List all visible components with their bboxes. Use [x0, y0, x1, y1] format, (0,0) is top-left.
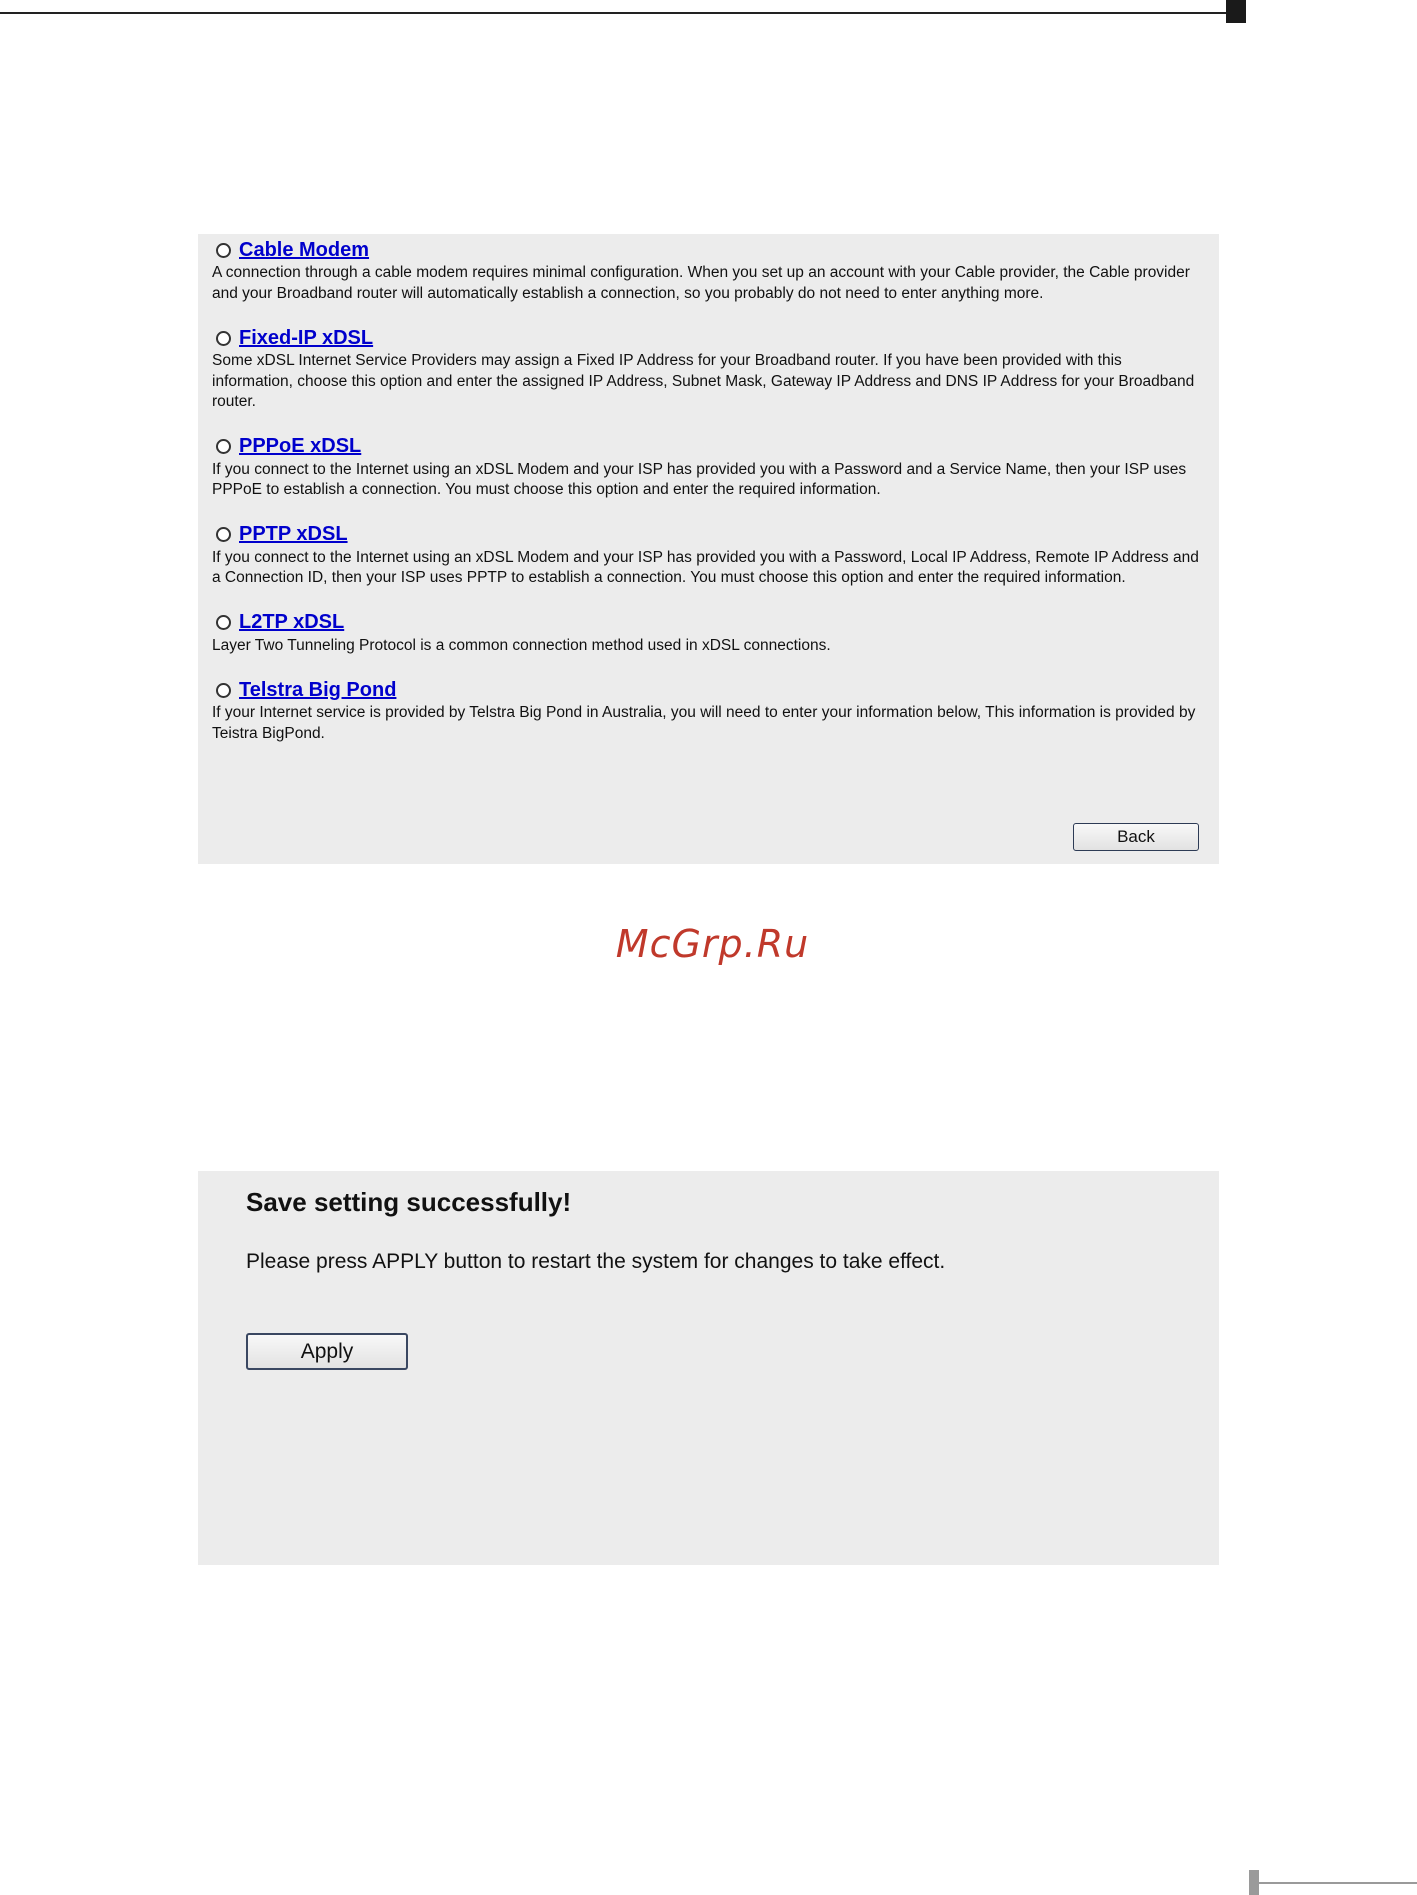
watermark	[0, 922, 1417, 966]
option-pppoe-xdsl	[212, 435, 1205, 501]
link-fixed-ip-xdsl[interactable]: Fixed-IP xDSL	[239, 326, 374, 349]
desc-telstra-big-pond: If your Internet service is provided by Telstra Big Pond in Australia, you will need to enter your information below, This information is provided by Teistra BigPond.	[212, 704, 1196, 742]
back-button-row	[1073, 823, 1199, 851]
back-button[interactable]: Back	[1073, 823, 1199, 851]
page-corner-block	[1226, 0, 1246, 23]
desc-pptp-xdsl: If you connect to the Internet using an xDSL Modem and your ISP has provided you with a Password, Local IP Address, Remote IP Address and a Connection ID, then your ISP uses PPTP to establish a connection. You must choose this option and enter the required information.	[212, 548, 1199, 586]
link-telstra-big-pond[interactable]: Telstra Big Pond	[239, 678, 397, 701]
save-title: Save setting successfully!	[246, 1187, 572, 1217]
option-cable-modem	[212, 238, 1205, 304]
option-pptp-xdsl	[212, 523, 1205, 589]
radio-cable-modem[interactable]	[216, 243, 231, 258]
page-footer-block	[1249, 1870, 1259, 1895]
radio-pppoe-xdsl[interactable]	[216, 439, 231, 454]
link-pppoe-xdsl[interactable]: PPPoE xDSL	[239, 435, 362, 457]
save-success-panel	[198, 1171, 1219, 1565]
save-message: Please press APPLY button to restart the system for changes to take effect.	[246, 1250, 946, 1273]
radio-telstra-big-pond[interactable]	[216, 683, 231, 698]
radio-l2tp-xdsl[interactable]	[216, 615, 231, 630]
link-l2tp-xdsl[interactable]: L2TP xDSL	[239, 611, 345, 633]
link-pptp-xdsl[interactable]: PPTP xDSL	[239, 523, 348, 545]
apply-button[interactable]: Apply	[246, 1333, 408, 1370]
radio-fixed-ip-xdsl[interactable]	[216, 331, 231, 346]
page-top-rule	[0, 12, 1226, 14]
option-fixed-ip-xdsl	[212, 326, 1205, 413]
watermark-text: McGrp.Ru	[615, 922, 810, 966]
desc-pppoe-xdsl: If you connect to the Internet using an xDSL Modem and your ISP has provided you with a Password and a Service Name, then your ISP uses PPPoE to establish a connection. You must choose this option and enter the required information.	[212, 460, 1187, 498]
link-cable-modem[interactable]: Cable Modem	[239, 238, 370, 261]
connection-type-panel	[198, 234, 1219, 864]
option-l2tp-xdsl	[212, 611, 1205, 657]
radio-pptp-xdsl[interactable]	[216, 527, 231, 542]
desc-l2tp-xdsl: Layer Two Tunneling Protocol is a common connection method used in xDSL connections.	[212, 636, 831, 654]
option-telstra-big-pond	[212, 678, 1205, 744]
page-footer-rule	[1259, 1882, 1417, 1884]
desc-cable-modem: A connection through a cable modem requires minimal configuration. When you set up an account with your Cable provider, the Cable provider and your Broadband router will automatically establish a connection, so you probably do not need to enter anything more.	[212, 264, 1190, 302]
desc-fixed-ip-xdsl: Some xDSL Internet Service Providers may assign a Fixed IP Address for your Broadband router. If you have been provided with this information, choose this option and enter the assigned IP Address, Subnet Mask, Gateway IP Address and DNS IP Address for your Broadband router.	[212, 352, 1195, 410]
